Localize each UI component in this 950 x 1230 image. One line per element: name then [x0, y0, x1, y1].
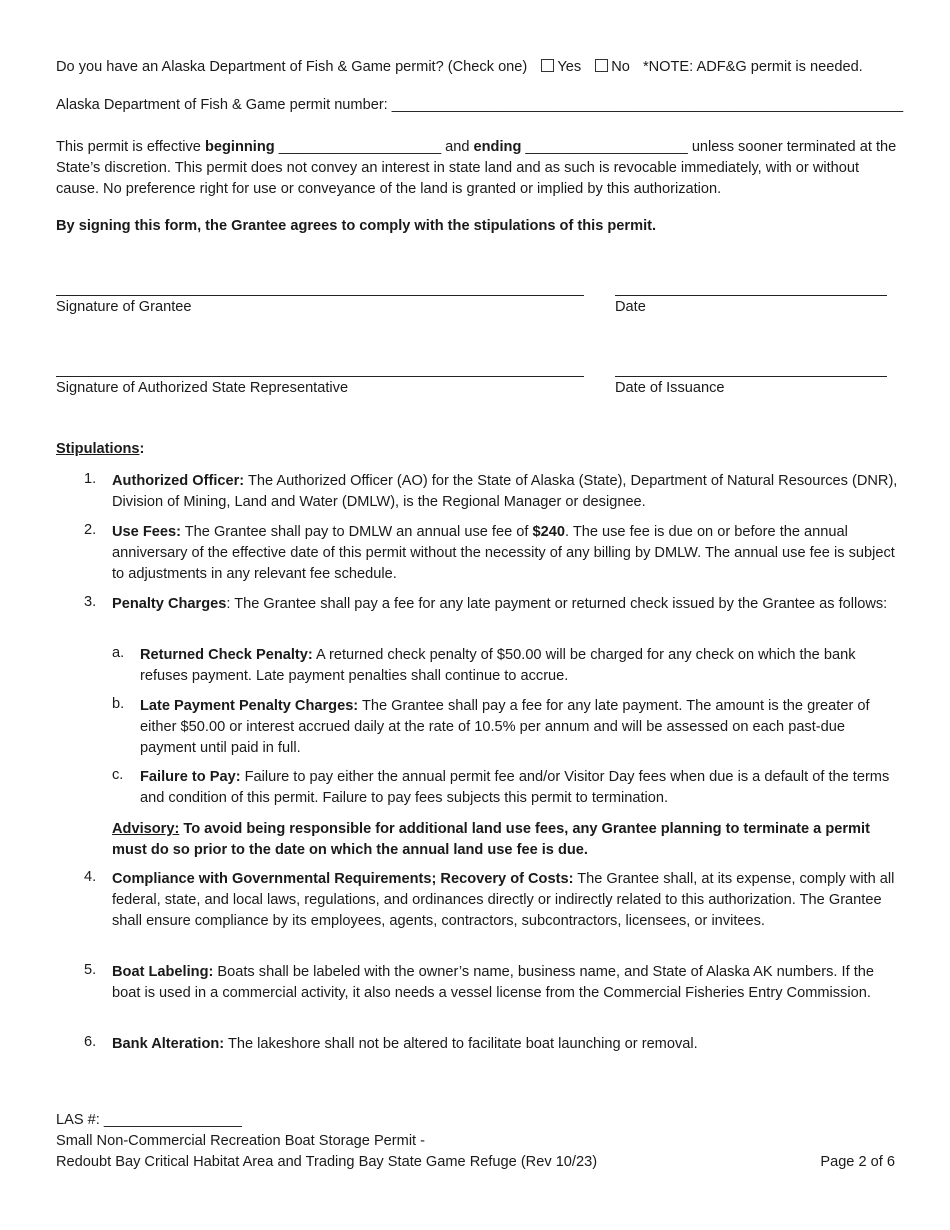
subitem-letter: c.	[112, 767, 124, 783]
stipulation-penalty-charges	[112, 594, 898, 615]
item-text: : The Grantee shall pay a fee for any late payment or returned check issued by the Grantee as follows:	[226, 596, 888, 612]
state-rep-signature-line[interactable]	[56, 376, 584, 377]
effective-paragraph	[56, 137, 898, 200]
item-title: Penalty Charges	[112, 596, 227, 612]
advisory	[112, 819, 898, 861]
ending-date-field[interactable]: ____________________	[521, 139, 692, 155]
date-label: Date	[615, 299, 646, 315]
item-text: . The use fee is due on or before the annual anniversary of the effective date of this permit without the necessity of any billing by DMLW. The annual use fee is subject to adjustments in any relevant fee schedule.	[112, 524, 895, 582]
stipulations-heading-text: Stipulations	[56, 441, 140, 457]
item-text: Boats shall be labeled with the owner’s name, business name, and State of Alaska AK numbers. If the boat is used in a commercial activity, it also needs a vessel license from the Commercial Fisheries Entry Commission.	[112, 964, 874, 1001]
no-label: No	[611, 59, 630, 75]
ending-label: ending	[473, 139, 522, 155]
no-checkbox[interactable]	[595, 59, 608, 72]
agreement-statement	[56, 218, 896, 234]
subitem-title: Returned Check Penalty:	[140, 647, 313, 663]
failure-to-pay	[140, 767, 898, 809]
late-payment-penalty	[140, 696, 898, 759]
grantee-date-line[interactable]	[615, 295, 887, 296]
subitem-title: Late Payment Penalty Charges:	[140, 698, 359, 714]
effective-text-pre: This permit is effective	[56, 139, 205, 155]
effective-text-rest: unless sooner terminated at the State’s discretion. This permit does not convey an interest in state land and as such is revocable immediately, with or without cause. No preference right for use or conveyance of the land is granted or implied by this authorization.	[56, 139, 897, 197]
adfg-permit-question-row	[56, 59, 896, 75]
state-rep-signature-label: Signature of Authorized State Representative	[56, 380, 349, 396]
permit-number-field[interactable]: _______________________________________________________________	[391, 97, 904, 113]
returned-check-penalty	[140, 645, 898, 687]
footer-title-line2: Redoubt Bay Critical Habitat Area and Trading Bay State Game Refuge (Rev 10/23)	[56, 1154, 598, 1170]
subitem-text: A returned check penalty of $50.00 will be charged for any check on which the bank refuses payment. Late payment penalties shall continue to accrue.	[140, 647, 856, 684]
subitem-letter: b.	[112, 696, 125, 712]
footer-title-line1: Small Non-Commercial Recreation Boat Storage Permit -	[56, 1133, 426, 1149]
beginning-label: beginning	[204, 139, 275, 155]
yes-label: Yes	[557, 59, 582, 75]
item-text: The Grantee shall pay to DMLW an annual use fee of	[180, 524, 533, 540]
advisory-text: To avoid being responsible for additional land use fees, any Grantee planning to terminate a permit must do so prior to the date on which the annual land use fee is due.	[112, 821, 870, 858]
subitem-title: Failure to Pay:	[140, 769, 241, 785]
grantee-signature-line[interactable]	[56, 295, 584, 296]
effective-and: and	[445, 139, 474, 155]
item-title: Bank Alteration:	[112, 1036, 225, 1052]
agreement-text: By signing this form, the Grantee agrees to comply with the stipulations of this permit.	[56, 218, 657, 234]
grantee-signature-label: Signature of Grantee	[56, 299, 192, 315]
las-number: LAS #: _________________	[56, 1112, 242, 1128]
permit-number-row	[56, 97, 904, 113]
issuance-date-line[interactable]	[615, 376, 887, 377]
adfg-permit-question: Do you have an Alaska Department of Fish & Game permit? (Check one)	[56, 59, 528, 75]
item-title: Use Fees:	[112, 524, 181, 540]
date-issuance-label: Date of Issuance	[615, 380, 725, 396]
item-number: 5.	[84, 962, 97, 978]
stipulation-use-fees	[112, 522, 898, 585]
adfg-note: *NOTE: ADF&G permit is needed.	[642, 59, 863, 75]
yes-checkbox[interactable]	[541, 59, 554, 72]
stipulations-colon: :	[139, 441, 145, 457]
item-number: 1.	[84, 471, 97, 487]
stipulation-compliance	[112, 869, 898, 932]
item-number: 3.	[84, 594, 97, 610]
item-number: 2.	[84, 522, 97, 538]
subitem-letter: a.	[112, 645, 125, 661]
stipulation-bank-alteration	[112, 1034, 898, 1055]
stipulation-authorized-officer	[112, 471, 898, 513]
permit-number-label: Alaska Department of Fish & Game permit number:	[56, 97, 392, 113]
item-text: The lakeshore shall not be altered to facilitate boat launching or removal.	[224, 1036, 698, 1052]
stipulations-heading	[56, 441, 144, 457]
item-title: Compliance with Governmental Requirements; Recovery of Costs:	[112, 871, 574, 887]
item-number: 4.	[84, 869, 97, 885]
subitem-text: The Grantee shall pay a fee for any late payment. The amount is the greater of either $50.00 or interest accrued daily at the rate of 10.5% per annum and will be assessed on each past-due payment until paid in full.	[140, 698, 870, 756]
subitem-text: Failure to pay either the annual permit fee and/or Visitor Day fees when due is a default of the terms and condition of this permit. Failure to pay fees subjects this permit to termination.	[140, 769, 890, 806]
item-title: Boat Labeling:	[112, 964, 214, 980]
item-text: The Grantee shall, at its expense, comply with all federal, state, and local laws, regulations, and ordinances directly or indirectly related to this authorization. The Grantee shall ensure compliance by its employees, agents, contractors, subcontractors, licensees, or invitees.	[112, 871, 895, 929]
advisory-label: Advisory:	[112, 821, 180, 837]
beginning-date-field[interactable]: ____________________	[274, 139, 446, 155]
item-number: 6.	[84, 1034, 97, 1050]
page-number: Page 2 of 6	[820, 1154, 895, 1170]
item-text: The Authorized Officer (AO) for the State of Alaska (State), Department of Natural Resources (DNR), Division of Mining, Land and Water (DMLW), is the Regional Manager or designee.	[112, 473, 898, 510]
use-fee-amount: $240	[532, 524, 565, 540]
item-title: Authorized Officer:	[112, 473, 245, 489]
stipulation-boat-labeling	[112, 962, 898, 1004]
